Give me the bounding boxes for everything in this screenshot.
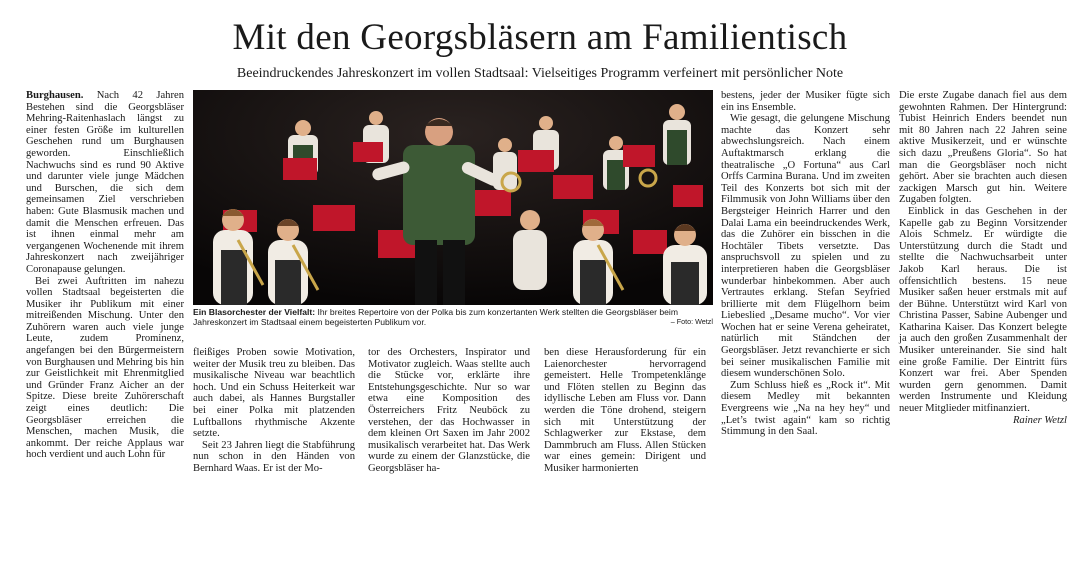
previous-article-cut <box>0 0 1080 2</box>
paragraph: fleißiges Proben sowie Motivation, weiter der Musik treu zu bleiben. Das musikalische Niveau war beachtlich hoch. Und ein Schuss Heiterkeit war auch dabei, als Hannes Burgstaller bei einer Polka mit platzenden Luftballons rhythmische Akzente setzte. <box>193 347 355 440</box>
article-column-3 <box>368 347 530 475</box>
paragraph: ben diese Herausforderung für ein Laienorchester hervorragend gemeistert. Helle Trompetenklänge und Flöten stellen zu Beginn das idyllische Leben am Fluss vor. Dann werden die Töne drohend, steigern sich mit Unterstützung der Schlagwerker zur Ekstase, dem Dammbruch am Fluss. Allen Stücken war eines gemein: Dirigent und Musiker harmonierten <box>544 347 706 474</box>
article-column-5 <box>721 90 890 438</box>
paragraph: Seit 23 Jahren liegt die Stabführung nun schon in den Händen von Bernhard Waas. Er ist der Mo- <box>193 439 355 474</box>
lead-paragraph <box>26 90 184 276</box>
author-byline: Rainer Wetzl <box>1012 414 1067 426</box>
lead-text: Nach 42 Jahren Bestehen sind die Georgsbläser Mehring-Raitenhaslach längst zu einer festen Größe im kulturellen Geschehen rund um Burghausen geworden. Einschließlich Nachwuchs sind es rund 90 Aktive und darunter viele junge Mädchen und Burschen, die sich dem gemeinsamen Ziel verschrieben haben: Gute Blasmusik machen und damit die Menschen erfreuen. Das ist ihnen einmal mehr am vergangenen Wochenende mit ihrem Jahreskonzert nach zweijähriger Coronapause gelungen. <box>26 90 185 275</box>
caption-title: Ein Blasorchester der Vielfalt: <box>193 307 316 317</box>
article-headline: Mit den Georgsbläsern am Familientisch <box>232 17 848 58</box>
photo-caption <box>193 307 713 328</box>
paragraph: bestens, jeder der Musiker fügte sich ein ins Ensemble. <box>721 90 890 113</box>
dateline: Burghausen. <box>26 90 84 101</box>
orchestra-illustration <box>193 90 713 305</box>
photo-credit: – Foto: Wetzl <box>670 317 713 327</box>
paragraph: Wie gesagt, die gelungene Mischung machte das Konzert sehr abwechslungsreich. Nach einem Auftaktmarsch erklang die theatralische „O Fortuna“ aus Carl Orffs Carmina Burana. Und im zweiten Teil des Konzerts bot sich mit der Filmmusik von John Williams über den Bergsteiger Heinrich Harrer und den Dalai Lama ein beeindruckendes Werk, das die Zuhörer ein bisschen in die Hochtäler Tibets versetzte. Das anspruchsvoll zu spielen und zu interpretieren haben die Georgsbläser wunderbar hinbekommen. Aber auch Vertrautes erklang. Stefan Seyfried brillierte mit dem Flügelhorn beim Liebeslied „Desame mucho“. Vor vier Wochen hat er seine Verena geheiratet, natürlich mit Ständchen der Georgsbläser. Jetzt revanchierte er sich bei seiner musikalischen Familie mit diesem wunderschönen Solo. <box>721 113 890 380</box>
paragraph <box>899 205 1067 426</box>
paragraph: Bei zwei Auftritten im nahezu vollen Stadtsaal begeisterten die Musiker ihr Publikum mit einer mitreißenden Mischung. Unter den Zuhörern waren auch viele junge Leute, zudem Prominenz, angefangen bei den Bürgermeistern von Burghausen und Mehring bis hin zur Geistlichkeit mit Ehrenmitglied und Gründer Franz Aicher an der Spitze. Diese breite Zuhörerschaft zeigt eines deutlich: Die Georgsbläser erreichen die Menschen, machen Musik, die ankommt. Der reiche Applaus war hoch verdient und auch Lohn für <box>26 275 184 461</box>
orchestra-photo <box>193 90 713 305</box>
caption-text: Ihr breites Repertoire von der Polka bis zum konzertanten Werk stellten die Georgsbläser beim Jahreskonzert im Stadtsaal einem begeisterten Publikum vor. <box>193 307 678 328</box>
article-column-6 <box>899 90 1067 426</box>
paragraph: Die erste Zugabe danach fiel aus dem gewohnten Rahmen. Der Hintergrund: Tubist Heinrich Enders beendet nun mit 80 Jahren nach 22 Jahren seine aktive Musikerzeit, und er wünschte sich dazu „Preußens Gloria“. So hat man die Georgsbläser noch nicht gehört. Aber sie brachten auch diesen zackigen Marsch gut hin. Weitere Zugaben folgten. <box>899 90 1067 206</box>
paragraph: Zum Schluss hieß es „Rock it“. Mit diesem Medley mit bekannten Evergreens wie „Na na hey hey“ und „Let’s twist again“ kam so richtig Stimmung in den Saal. <box>721 379 890 438</box>
paragraph-text: Einblick in das Geschehen in der Kapelle gab zu Beginn Vorsitzender Alois Schmelz. Er würdigte die Unterstützung durch die Stadt und stellte die Nachwuchsarbeit unter Jakob Karl heraus. Die ist offensichtlich bestens. 15 neue Musiker saßen heuer erstmals mit auf der Bühne. Unterstützt wird Karl von Christina Passer, Sabine Aubenger und Katharina Kaiser. Das Konzert belegte ja auch den großen Zusammenhalt der Musiker untereinander. Sie sind halt eine große Familie. Der Eintritt fürs Konzert war frei. Aber Spenden wurden gern genommen. Damit werden Instrumente und Kleidung neuer Mitglieder mitfinanziert. <box>899 205 1067 415</box>
article-column-2 <box>193 347 355 475</box>
paragraph: tor des Orchesters, Inspirator und Motivator zugleich. Waas stellte auch die Stücke vor, erklärte ihre Entstehungsgeschichte. Nur so war etwa eine Komposition des Österreichers Fritz Neuböck zu verstehen, der das Hochwasser in dem kleinen Ort Saxen im Jahr 2002 musikalisch verarbeitet hat. Das Werk wurde zu einem der Glanzstücke, die Georgsbläser ha- <box>368 347 530 474</box>
article-subheadline: Beeindruckendes Jahreskonzert im vollen Stadtsaal: Vielseitiges Programm verfeinert mit persönlicher Note <box>236 66 844 81</box>
article-column-1 <box>26 90 184 461</box>
article-column-4 <box>544 347 706 475</box>
